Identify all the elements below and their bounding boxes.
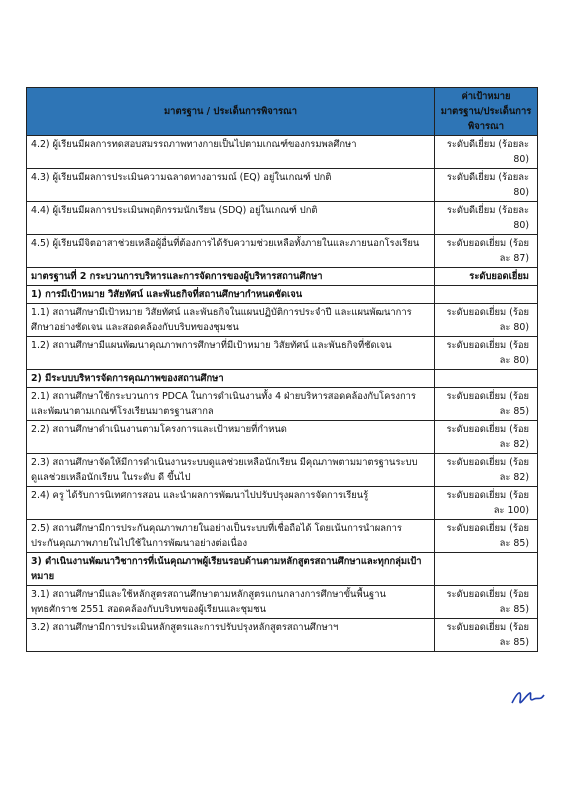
row-target-value: ระดับยอดเยี่ยม	[435, 268, 538, 286]
table-row	[27, 235, 538, 268]
table-row	[27, 304, 538, 337]
row-criterion: 3.1) สถานศึกษามีและใช้หลักสูตรสถานศึกษาตามหลักสูตรแกนกลางการศึกษาขั้นพื้นฐาน พุทธศักราช 2551 สอดคล้องกับบริบทของผู้เรียนและชุมชน	[27, 586, 435, 619]
row-target-value: ระดับยอดเยี่ยม (ร้อยละ 82)	[435, 454, 538, 487]
row-criterion: 2.3) สถานศึกษาจัดให้มีการดำเนินงานระบบดูแลช่วยเหลือนักเรียน มีคุณภาพตามมาตรฐานระบบดูแลช่วยเหลือนักเรียน ในระดับ ดี ขึ้นไป	[27, 454, 435, 487]
row-target-value: ระดับยอดเยี่ยม (ร้อยละ 85)	[435, 388, 538, 421]
row-criterion: 2.1) สถานศึกษาใช้กระบวนการ PDCA ในการดำเนินงานทั้ง 4 ฝ่ายบริหารสอดคล้องกับโครงการและพัฒนาตามเกณฑ์โรงเรียนมาตรฐานสากล	[27, 388, 435, 421]
table-row	[27, 520, 538, 553]
row-target-value: ระดับยอดเยี่ยม (ร้อยละ 87)	[435, 235, 538, 268]
table-row	[27, 268, 538, 286]
row-criterion: มาตรฐานที่ 2 กระบวนการบริหารและการจัดการของผู้บริหารสถานศึกษา	[27, 268, 435, 286]
row-target-value	[435, 370, 538, 388]
row-target-value: ระดับดีเยี่ยม (ร้อยละ 80)	[435, 169, 538, 202]
table-row	[27, 619, 538, 652]
row-target-value: ระดับยอดเยี่ยม (ร้อยละ 100)	[435, 487, 538, 520]
row-criterion: 3) ดำเนินงานพัฒนาวิชาการที่เน้นคุณภาพผู้เรียนรอบด้านตามหลักสูตรสถานศึกษาและทุกกลุ่มเป้าหมาย	[27, 553, 435, 586]
table-row	[27, 370, 538, 388]
table-row	[27, 286, 538, 304]
table-row	[27, 388, 538, 421]
row-target-value: ระดับยอดเยี่ยม (ร้อยละ 85)	[435, 619, 538, 652]
row-target-value: ระดับยอดเยี่ยม (ร้อยละ 85)	[435, 586, 538, 619]
row-criterion: 4.5) ผู้เรียนมีจิตอาสาช่วยเหลือผู้อื่นที่ต้องการได้รับความช่วยเหลือทั้งภายในและภายนอกโรงเรียน	[27, 235, 435, 268]
row-target-value: ระดับยอดเยี่ยม (ร้อยละ 85)	[435, 520, 538, 553]
table-row	[27, 454, 538, 487]
row-target-value: ระดับยอดเยี่ยม (ร้อยละ 80)	[435, 304, 538, 337]
row-criterion: 2.4) ครู ได้รับการนิเทศการสอน และนำผลการพัฒนาไปปรับปรุงผลการจัดการเรียนรู้	[27, 487, 435, 520]
table-row	[27, 421, 538, 454]
row-criterion: 2) มีระบบบริหารจัดการคุณภาพของสถานศึกษา	[27, 370, 435, 388]
row-criterion: 1) การมีเป้าหมาย วิสัยทัศน์ และพันธกิจที่สถานศึกษากำหนดชัดเจน	[27, 286, 435, 304]
table-row	[27, 487, 538, 520]
row-target-value: ระดับดีเยี่ยม (ร้อยละ 80)	[435, 202, 538, 235]
row-criterion: 1.2) สถานศึกษามีแผนพัฒนาคุณภาพการศึกษาที่มีเป้าหมาย วิสัยทัศน์ และพันธกิจที่ชัดเจน	[27, 337, 435, 370]
table-row	[27, 136, 538, 169]
table-row	[27, 586, 538, 619]
row-target-value	[435, 286, 538, 304]
row-criterion: 2.2) สถานศึกษาดำเนินงานตามโครงการและเป้าหมายที่กำหนด	[27, 421, 435, 454]
header-standards: มาตรฐาน / ประเด็นการพิจารณา	[27, 88, 435, 136]
row-target-value: ระดับยอดเยี่ยม (ร้อยละ 82)	[435, 421, 538, 454]
row-criterion: 4.4) ผู้เรียนมีผลการประเมินพฤติกรรมนักเรียน (SDQ) อยู่ในเกณฑ์ ปกติ	[27, 202, 435, 235]
table-row	[27, 337, 538, 370]
row-target-value	[435, 553, 538, 586]
row-target-value: ระดับยอดเยี่ยม (ร้อยละ 80)	[435, 337, 538, 370]
header-target: ค่าเป้าหมาย มาตรฐาน/ประเด็นการพิจารณา	[435, 88, 538, 136]
row-criterion: 4.2) ผู้เรียนมีผลการทดสอบสมรรถภาพทางกายเป็นไปตามเกณฑ์ของกรมพลศึกษา	[27, 136, 435, 169]
row-criterion: 2.5) สถานศึกษามีการประกันคุณภาพภายในอย่างเป็นระบบที่เชื่อถือได้ โดยเน้นการนำผลการประกันคุณภาพภายในไปใช้ในการพัฒนาอย่างต่อเนื่อง	[27, 520, 435, 553]
table-row	[27, 553, 538, 586]
row-target-value: ระดับดีเยี่ยม (ร้อยละ 80)	[435, 136, 538, 169]
table-row	[27, 169, 538, 202]
standards-table	[26, 87, 538, 652]
signature-mark	[508, 685, 548, 709]
row-criterion: 3.2) สถานศึกษามีการประเมินหลักสูตรและการปรับปรุงหลักสูตรสถานศึกษาฯ	[27, 619, 435, 652]
table-header-row	[27, 88, 538, 136]
row-criterion: 1.1) สถานศึกษามีเป้าหมาย วิสัยทัศน์ และพันธกิจในแผนปฏิบัติการประจำปี และแผนพัฒนาการศึกษาอย่างชัดเจน และสอดคล้องกับบริบทของชุมชน	[27, 304, 435, 337]
row-criterion: 4.3) ผู้เรียนมีผลการประเมินความฉลาดทางอารมณ์ (EQ) อยู่ในเกณฑ์ ปกติ	[27, 169, 435, 202]
table-row	[27, 202, 538, 235]
